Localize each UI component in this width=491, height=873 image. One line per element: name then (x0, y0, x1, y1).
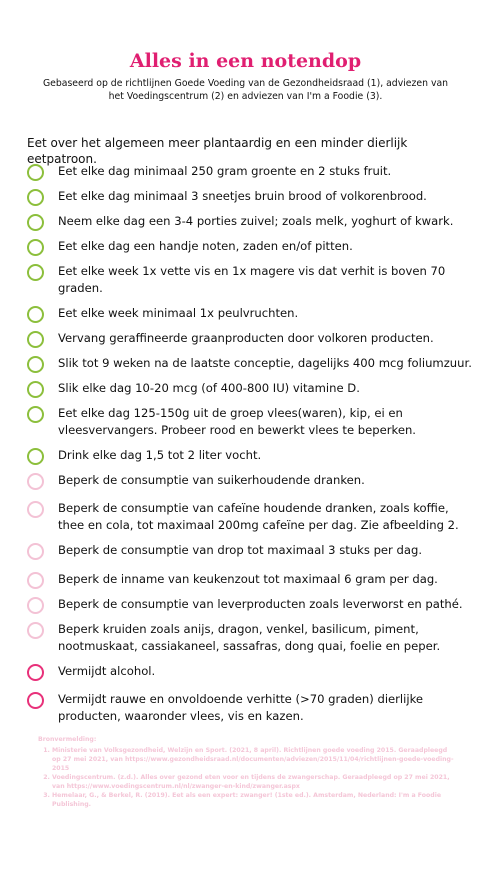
reference-item: 2. Voedingscentrum. (z.d.). Alles over gezond eten voor en tijdens de zwangerschap. Geraadpleegd op 27 mei 2021, van https://www.voedingscentrum.nl/nl/zwanger-en-kind/zwanger.aspx (52, 773, 458, 791)
reference-item: 3. Hemelaar, G., & Berkel, R. (2019). Eet als een expert: zwanger! (1ste ed.). Amsterdam, Nederland: I'm a Foodie Publishing. (52, 791, 458, 809)
circle-bullet-icon (27, 264, 44, 281)
circle-bullet-icon (27, 473, 44, 490)
checklist-item (27, 472, 477, 489)
circle-bullet-icon (27, 664, 44, 681)
checklist-item (27, 213, 477, 230)
checklist-item-text: Beperk kruiden zoals anijs, dragon, venkel, basilicum, piment, nootmuskaat, cassiakaneel, sassafras, dong quai, foelie en peper. (58, 622, 441, 653)
checklist-item-text: Eet elke dag 125-150g uit de groep vlees(waren), kip, ei en vleesvervangers. Probeer rood en bewerkt vlees te beperken. (58, 406, 416, 437)
checklist (27, 163, 477, 725)
circle-bullet-icon (27, 306, 44, 323)
circle-bullet-icon (27, 381, 44, 398)
checklist-item (27, 163, 477, 180)
circle-bullet-icon (27, 356, 44, 373)
checklist-item-text: Beperk de consumptie van leverproducten zoals leverworst en pathé. (58, 597, 463, 611)
checklist-item (27, 188, 477, 205)
checklist-item-text: Beperk de consumptie van suikerhoudende dranken. (58, 473, 365, 487)
circle-bullet-icon (27, 331, 44, 348)
checklist-item (27, 596, 477, 613)
checklist-item-text: Beperk de consumptie van drop tot maximaal 3 stuks per dag. (58, 543, 423, 557)
checklist-item-text: Neem elke dag een 3-4 porties zuivel; zoals melk, yoghurt of kwark. (58, 214, 454, 228)
circle-bullet-icon (27, 448, 44, 465)
circle-bullet-icon (27, 164, 44, 181)
checklist-item (27, 571, 477, 588)
checklist-item (27, 380, 477, 397)
checklist-item-text: Slik tot 9 weken na de laatste conceptie, dagelijks 400 mcg foliumzuur. (58, 356, 472, 370)
references (38, 735, 458, 809)
circle-bullet-icon (27, 543, 44, 560)
checklist-item-text: Vermijdt rauwe en onvoldoende verhitte (>70 graden) dierlijke producten, waaronder vlees, vis en kazen. (58, 692, 424, 723)
checklist-item-text: Eet elke week 1x vette vis en 1x magere vis dat verhit is boven 70 graden. (58, 264, 446, 295)
checklist-item-text: Beperk de consumptie van cafeïne houdende dranken, zoals koffie, thee en cola, tot maximaal 200mg cafeïne per dag. Zie afbeelding 2. (58, 501, 459, 532)
checklist-item (27, 691, 477, 725)
checklist-item-text: Beperk de inname van keukenzout tot maximaal 6 gram per dag. (58, 572, 438, 586)
checklist-item-text: Slik elke dag 10-20 mcg (of 400-800 IU) vitamine D. (58, 381, 360, 395)
circle-bullet-icon (27, 692, 44, 709)
page-title: Alles in een notendop (129, 50, 362, 72)
circle-bullet-icon (27, 214, 44, 231)
checklist-item (27, 621, 477, 655)
checklist-item (27, 330, 477, 347)
checklist-item (27, 355, 477, 372)
references-list (38, 746, 458, 809)
checklist-item-text: Eet elke dag minimaal 3 sneetjes bruin brood of volkorenbrood. (58, 189, 427, 203)
intro-text: Eet over het algemeen meer plantaardig en een minder dierlijk eetpatroon. (27, 136, 408, 166)
checklist-item-text: Eet elke week minimaal 1x peulvruchten. (58, 306, 299, 320)
circle-bullet-icon (27, 239, 44, 256)
reference-item: 1. Ministerie van Volksgezondheid, Welzijn en Sport. (2021, 8 april). Richtlijnen goede voeding 2015. Geraadpleegd op 27 mei 2021, van https://www.gezondheidsraad.nl/documenten/adviezen/2015/11/04/richtlijnen-goede-voeding-2015 (52, 746, 458, 773)
checklist-item-text: Vervang geraffineerde graanproducten door volkoren producten. (58, 331, 434, 345)
checklist-item (27, 305, 477, 322)
page-subtitle: Gebaseerd op de richtlijnen Goede Voeding van de Gezondheidsraad (1), adviezen van het Voedingscentrum (2) en adviezen van I'm a Foodie (3). (42, 78, 449, 102)
checklist-item (27, 542, 477, 559)
checklist-item-text: Eet elke dag een handje noten, zaden en/of pitten. (58, 239, 353, 253)
checklist-item (27, 405, 477, 439)
references-heading: Bronvermelding: (38, 736, 97, 743)
checklist-item (27, 238, 477, 255)
checklist-item (27, 447, 477, 464)
circle-bullet-icon (27, 597, 44, 614)
checklist-item (27, 263, 477, 297)
circle-bullet-icon (27, 622, 44, 639)
circle-bullet-icon (27, 189, 44, 206)
circle-bullet-icon (27, 501, 44, 518)
checklist-item-text: Drink elke dag 1,5 tot 2 liter vocht. (58, 448, 262, 462)
checklist-item (27, 663, 477, 680)
circle-bullet-icon (27, 406, 44, 423)
checklist-item (27, 500, 477, 534)
checklist-item-text: Eet elke dag minimaal 250 gram groente en 2 stuks fruit. (58, 164, 392, 178)
circle-bullet-icon (27, 572, 44, 589)
checklist-item-text: Vermijdt alcohol. (58, 664, 156, 678)
